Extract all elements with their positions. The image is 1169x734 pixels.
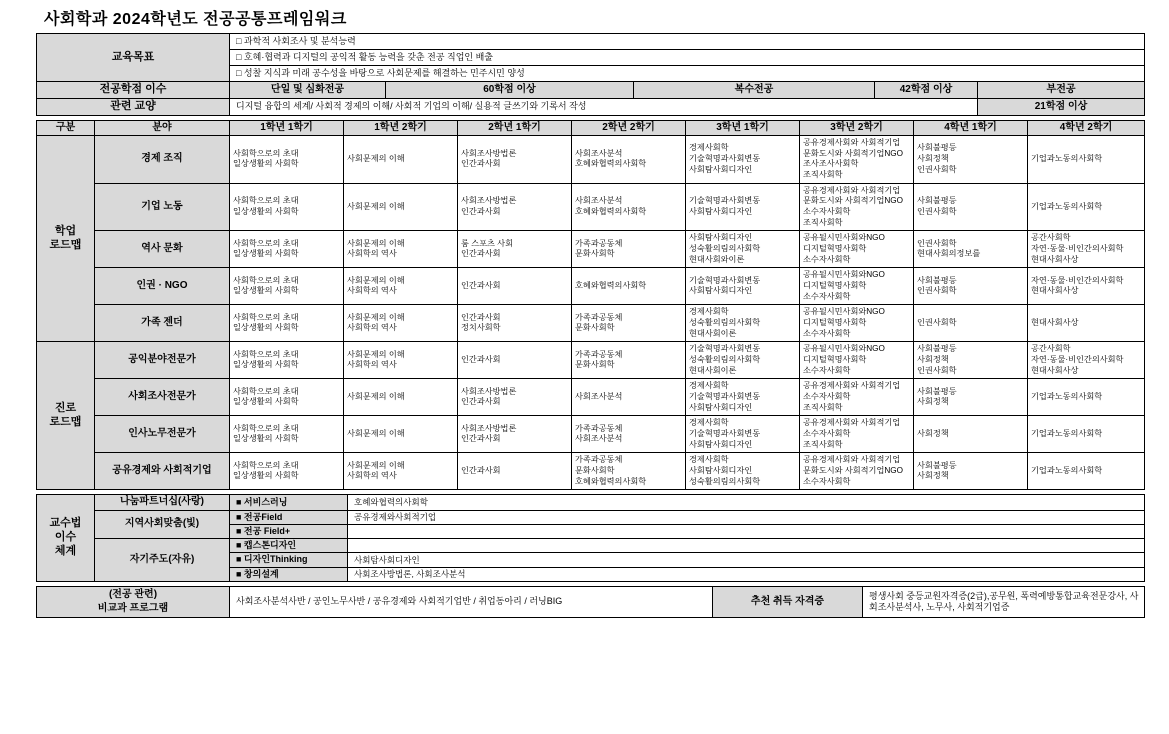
teaching-row-label: 자기주도(자유) <box>95 539 230 582</box>
teaching-method-mark: ■ 창의설계 <box>230 567 348 581</box>
matrix-cell: 기업과노동의사회학 <box>1028 379 1145 416</box>
matrix-cell: 사회조사방법론 인간과사회 <box>458 136 572 184</box>
matrix-cell: 인간과사회 정치사회학 <box>458 305 572 342</box>
matrix-cell: 사회불평등 사회정책 <box>914 453 1028 490</box>
credits-label: 전공학점 이수 <box>37 82 230 99</box>
matrix-header-row <box>37 120 1145 136</box>
matrix-cell: 가족과공동체 문화사회학 <box>572 305 686 342</box>
teaching-method-mark: ■ 디자인Thinking <box>230 553 348 567</box>
matrix-cell: 공간사회학 자연·동물·비인간의사회학 현대사회사상 <box>1028 342 1145 379</box>
matrix-col-header-2: 1학년 1학기 <box>230 120 344 136</box>
matrix-field-label: 공유경제와 사회적기업 <box>95 453 230 490</box>
matrix-cell: 사회불평등 사회정책 <box>914 379 1028 416</box>
matrix-field-label: 인사노무전문가 <box>95 416 230 453</box>
matrix-cell: 사회학으로의 초대 일상생활의 사회학 <box>230 268 344 305</box>
teaching-method-value: 공유경제와사회적기업 <box>348 510 1145 524</box>
table-row <box>37 342 1145 379</box>
matrix-group-label-1: 진로 로드맵 <box>37 342 95 490</box>
certificate-value: 평생사회 중등교원자격증(2급),공무원, 폭력예방통합교육전문강사, 사회조사분석사, 노무사, 사회적기업증 <box>863 586 1145 617</box>
credit-value-double: 42학점 이상 <box>875 82 978 99</box>
table-row <box>37 586 1145 617</box>
matrix-cell: 인권사회학 현대사회의정보를 <box>914 231 1028 268</box>
matrix-cell: 사회불평등 사회정책 인권사회학 <box>914 342 1028 379</box>
matrix-cell: 사회문제의 이해 <box>344 183 458 231</box>
teaching-row-label: 나눔파트너십(사랑) <box>95 495 230 511</box>
matrix-cell: 사회조사분석 호혜와협력의사회학 <box>572 136 686 184</box>
matrix-cell: 사회학으로의 초대 일상생활의 사회학 <box>230 379 344 416</box>
matrix-cell: 공유될시민사회와NGO 디지털혁명사회학 소수자사회학 <box>800 305 914 342</box>
matrix-cell: 경제사회학 기술혁명과사회변동 사회탐사회디자인 <box>686 136 800 184</box>
credit-type-double: 복수전공 <box>634 82 875 99</box>
matrix-field-label: 역사 문화 <box>95 231 230 268</box>
matrix-col-header-6: 3학년 1학기 <box>686 120 800 136</box>
matrix-cell: 사회탐사회디자인 성숙활의림의사회학 현대사회와이론 <box>686 231 800 268</box>
matrix-col-header-8: 4학년 1학기 <box>914 120 1028 136</box>
matrix-col-header-3: 1학년 2학기 <box>344 120 458 136</box>
matrix-cell: 사회조사방법론 인간과사회 <box>458 416 572 453</box>
matrix-cell: 사회문제의 이해 사회학의 역사 <box>344 231 458 268</box>
teaching-method-value: 호혜와협력의사회학 <box>348 495 1145 511</box>
teaching-method-mark: ■ 서비스러닝 <box>230 495 348 511</box>
teaching-method-table <box>36 494 1145 582</box>
table-row <box>37 379 1145 416</box>
matrix-cell: 기업과노동의사회학 <box>1028 416 1145 453</box>
matrix-cell: 사회학으로의 초대 일상생활의 사회학 <box>230 305 344 342</box>
teaching-row-label: 지역사회맞춤(빛) <box>95 510 230 539</box>
matrix-cell: 사회학으로의 초대 일상생활의 사회학 <box>230 342 344 379</box>
matrix-cell: 사회학으로의 초대 일상생활의 사회학 <box>230 453 344 490</box>
matrix-cell: 인간과사회 <box>458 342 572 379</box>
matrix-cell: 공유될시민사회와NGO 디지털혁명사회학 소수자사회학 <box>800 342 914 379</box>
liberal-value: 디지털 융합의 세계/ 사회적 경제의 이해/ 사회적 기업의 이해/ 실용적 글쓰기와 기록서 작성 <box>230 98 978 115</box>
goal-item-3: □ 성찰 지식과 미래 공수성을 바탕으로 사회문제를 해결하는 민주시민 양성 <box>230 66 1145 82</box>
matrix-cell: 기술혁명과사회변동 사회탐사회디자인 <box>686 183 800 231</box>
table-row <box>37 82 1145 99</box>
teaching-method-mark: ■ 전공Field <box>230 510 348 524</box>
extracurricular-value: 사회조사분석사반 / 공인노무사반 / 공유경제와 사회적기업반 / 취업동아리 / 러닝BIG <box>230 586 713 617</box>
matrix-cell: 사회문제의 이해 <box>344 416 458 453</box>
teaching-method-mark: ■ 캡스톤디자인 <box>230 539 348 553</box>
matrix-cell: 경제사회학 기술혁명과사회변동 사회탐사회디자인 <box>686 379 800 416</box>
matrix-cell: 사회정책 <box>914 416 1028 453</box>
matrix-col-header-5: 2학년 2학기 <box>572 120 686 136</box>
matrix-col-header-1: 분야 <box>95 120 230 136</box>
table-row <box>37 416 1145 453</box>
matrix-cell: 인간과사회 <box>458 453 572 490</box>
matrix-cell: 사회문제의 이해 <box>344 379 458 416</box>
table-row <box>37 231 1145 268</box>
teaching-method-value: 사회조사방법론, 사회조사분석 <box>348 567 1145 581</box>
matrix-cell: 공유경제사회와 사회적기업 소수자사회학 조직사회학 <box>800 379 914 416</box>
matrix-cell: 사회학으로의 초대 일상생활의 사회학 <box>230 136 344 184</box>
teaching-method-value <box>348 539 1145 553</box>
matrix-field-label: 기업 노동 <box>95 183 230 231</box>
matrix-cell: 사회조사방법론 인간과사회 <box>458 183 572 231</box>
matrix-cell: 사회조사방법론 인간과사회 <box>458 379 572 416</box>
goal-label: 교육목표 <box>37 34 230 82</box>
matrix-cell: 사회문제의 이해 <box>344 136 458 184</box>
matrix-cell: 사회조사분석 <box>572 379 686 416</box>
matrix-col-header-7: 3학년 2학기 <box>800 120 914 136</box>
matrix-group-label-0: 학업 로드맵 <box>37 136 95 342</box>
matrix-field-label: 가족 젠더 <box>95 305 230 342</box>
matrix-cell: 기업과노동의사회학 <box>1028 453 1145 490</box>
matrix-cell: 가족과공동체 사회조사분석 <box>572 416 686 453</box>
matrix-cell: 경제사회학 기술혁명과사회변동 사회탐사회디자인 <box>686 416 800 453</box>
teaching-method-value <box>348 524 1145 538</box>
matrix-cell: 인권사회학 <box>914 305 1028 342</box>
table-row <box>37 268 1145 305</box>
matrix-field-label: 경제 조직 <box>95 136 230 184</box>
table-row <box>37 34 1145 50</box>
certificate-label: 추천 취득 자격증 <box>713 586 863 617</box>
matrix-cell: 사회학으로의 초대 일상생활의 사회학 <box>230 416 344 453</box>
matrix-cell: 사회문제의 이해 사회학의 역사 <box>344 453 458 490</box>
table-row <box>37 305 1145 342</box>
matrix-cell: 기술혁명과사회변동 성숙활의림의사회학 현대사회이론 <box>686 342 800 379</box>
matrix-cell: 경제사회학 성숙활의림의사회학 현대사회이론 <box>686 305 800 342</box>
matrix-field-label: 인권 · NGO <box>95 268 230 305</box>
matrix-cell: 공유경제사회와 사회적기업 소수자사회학 조직사회학 <box>800 416 914 453</box>
table-row <box>37 453 1145 490</box>
matrix-cell: 공유경제사회와 사회적기업 문화도시와 사회적기업NGO 조사조사사회학 조직사회학 <box>800 136 914 184</box>
matrix-cell: 공간사회학 자연·동물·비인간의사회학 현대사회사상 <box>1028 231 1145 268</box>
matrix-cell: 룸 스포츠 사회 인간과사회 <box>458 231 572 268</box>
bottom-table <box>36 586 1145 618</box>
matrix-cell: 공유될시민사회와NGO 디지털혁명사회학 소수자사회학 <box>800 268 914 305</box>
matrix-cell: 자연·동물·비인간의사회학 현대사회사상 <box>1028 268 1145 305</box>
matrix-cell: 기업과노동의사회학 <box>1028 136 1145 184</box>
matrix-cell: 가족과공동체 문화사회학 <box>572 231 686 268</box>
matrix-field-label: 사회조사전문가 <box>95 379 230 416</box>
header-table <box>36 33 1145 116</box>
curriculum-matrix <box>36 120 1145 491</box>
matrix-cell: 기술혁명과사회변동 사회탐사회디자인 <box>686 268 800 305</box>
table-row <box>37 98 1145 115</box>
extracurricular-label: (전공 관련) 비교과 프로그램 <box>37 586 230 617</box>
table-row <box>37 495 1145 511</box>
matrix-cell: 사회불평등 사회정책 인권사회학 <box>914 136 1028 184</box>
matrix-col-header-0: 구분 <box>37 120 95 136</box>
page-title: 사회학과 2024학년도 전공공통프레임워크 <box>44 11 347 28</box>
liberal-label: 관련 교양 <box>37 98 230 115</box>
matrix-cell: 사회조사분석 호혜와협력의사회학 <box>572 183 686 231</box>
table-row <box>37 183 1145 231</box>
matrix-field-label: 공익분야전문가 <box>95 342 230 379</box>
table-row <box>37 510 1145 524</box>
matrix-cell: 인간과사회 <box>458 268 572 305</box>
matrix-cell: 가족과공동체 문화사회학 호혜와협력의사회학 <box>572 453 686 490</box>
goal-item-2: □ 호혜·협력과 디지털의 공익적 활동 능력을 갖춘 전공 직업인 배출 <box>230 50 1145 66</box>
matrix-cell: 사회문제의 이해 사회학의 역사 <box>344 305 458 342</box>
credit-value-minor: 21학점 이상 <box>978 98 1145 115</box>
matrix-cell: 현대사회사상 <box>1028 305 1145 342</box>
matrix-cell: 사회학으로의 초대 일상생활의 사회학 <box>230 231 344 268</box>
matrix-cell: 사회문제의 이해 사회학의 역사 <box>344 342 458 379</box>
matrix-cell: 가족과공동체 문화사회학 <box>572 342 686 379</box>
matrix-cell: 기업과노동의사회학 <box>1028 183 1145 231</box>
goal-item-1: □ 과학적 사회조사 및 분석능력 <box>230 34 1145 50</box>
matrix-cell: 사회문제의 이해 사회학의 역사 <box>344 268 458 305</box>
matrix-cell: 사회학으로의 초대 일상생활의 사회학 <box>230 183 344 231</box>
teaching-method-mark: ■ 전공 Field+ <box>230 524 348 538</box>
credit-type-single: 단일 및 심화전공 <box>230 82 386 99</box>
teaching-side-label: 교수법 이수 체계 <box>37 495 95 582</box>
matrix-cell: 경제사회학 사회탐사회디자인 성숙활의림의사회학 <box>686 453 800 490</box>
matrix-cell: 사회불평등 인권사회학 <box>914 268 1028 305</box>
credit-value-single: 60학점 이상 <box>386 82 634 99</box>
table-row <box>37 136 1145 184</box>
matrix-cell: 공유경제사회와 사회적기업 문화도시와 사회적기업NGO 소수자사회학 조직사회학 <box>800 183 914 231</box>
credit-type-minor: 부전공 <box>978 82 1145 99</box>
table-row <box>37 539 1145 553</box>
matrix-col-header-9: 4학년 2학기 <box>1028 120 1145 136</box>
teaching-method-value: 사회탐사회디자인 <box>348 553 1145 567</box>
matrix-cell: 공유경제사회와 사회적기업 문화도시와 사회적기업NGO 소수자사회학 <box>800 453 914 490</box>
matrix-cell: 호혜와협력의사회학 <box>572 268 686 305</box>
matrix-cell: 공유될시민사회와NGO 디지털혁명사회학 소수자사회학 <box>800 231 914 268</box>
matrix-col-header-4: 2학년 1학기 <box>458 120 572 136</box>
matrix-cell: 사회불평등 인권사회학 <box>914 183 1028 231</box>
